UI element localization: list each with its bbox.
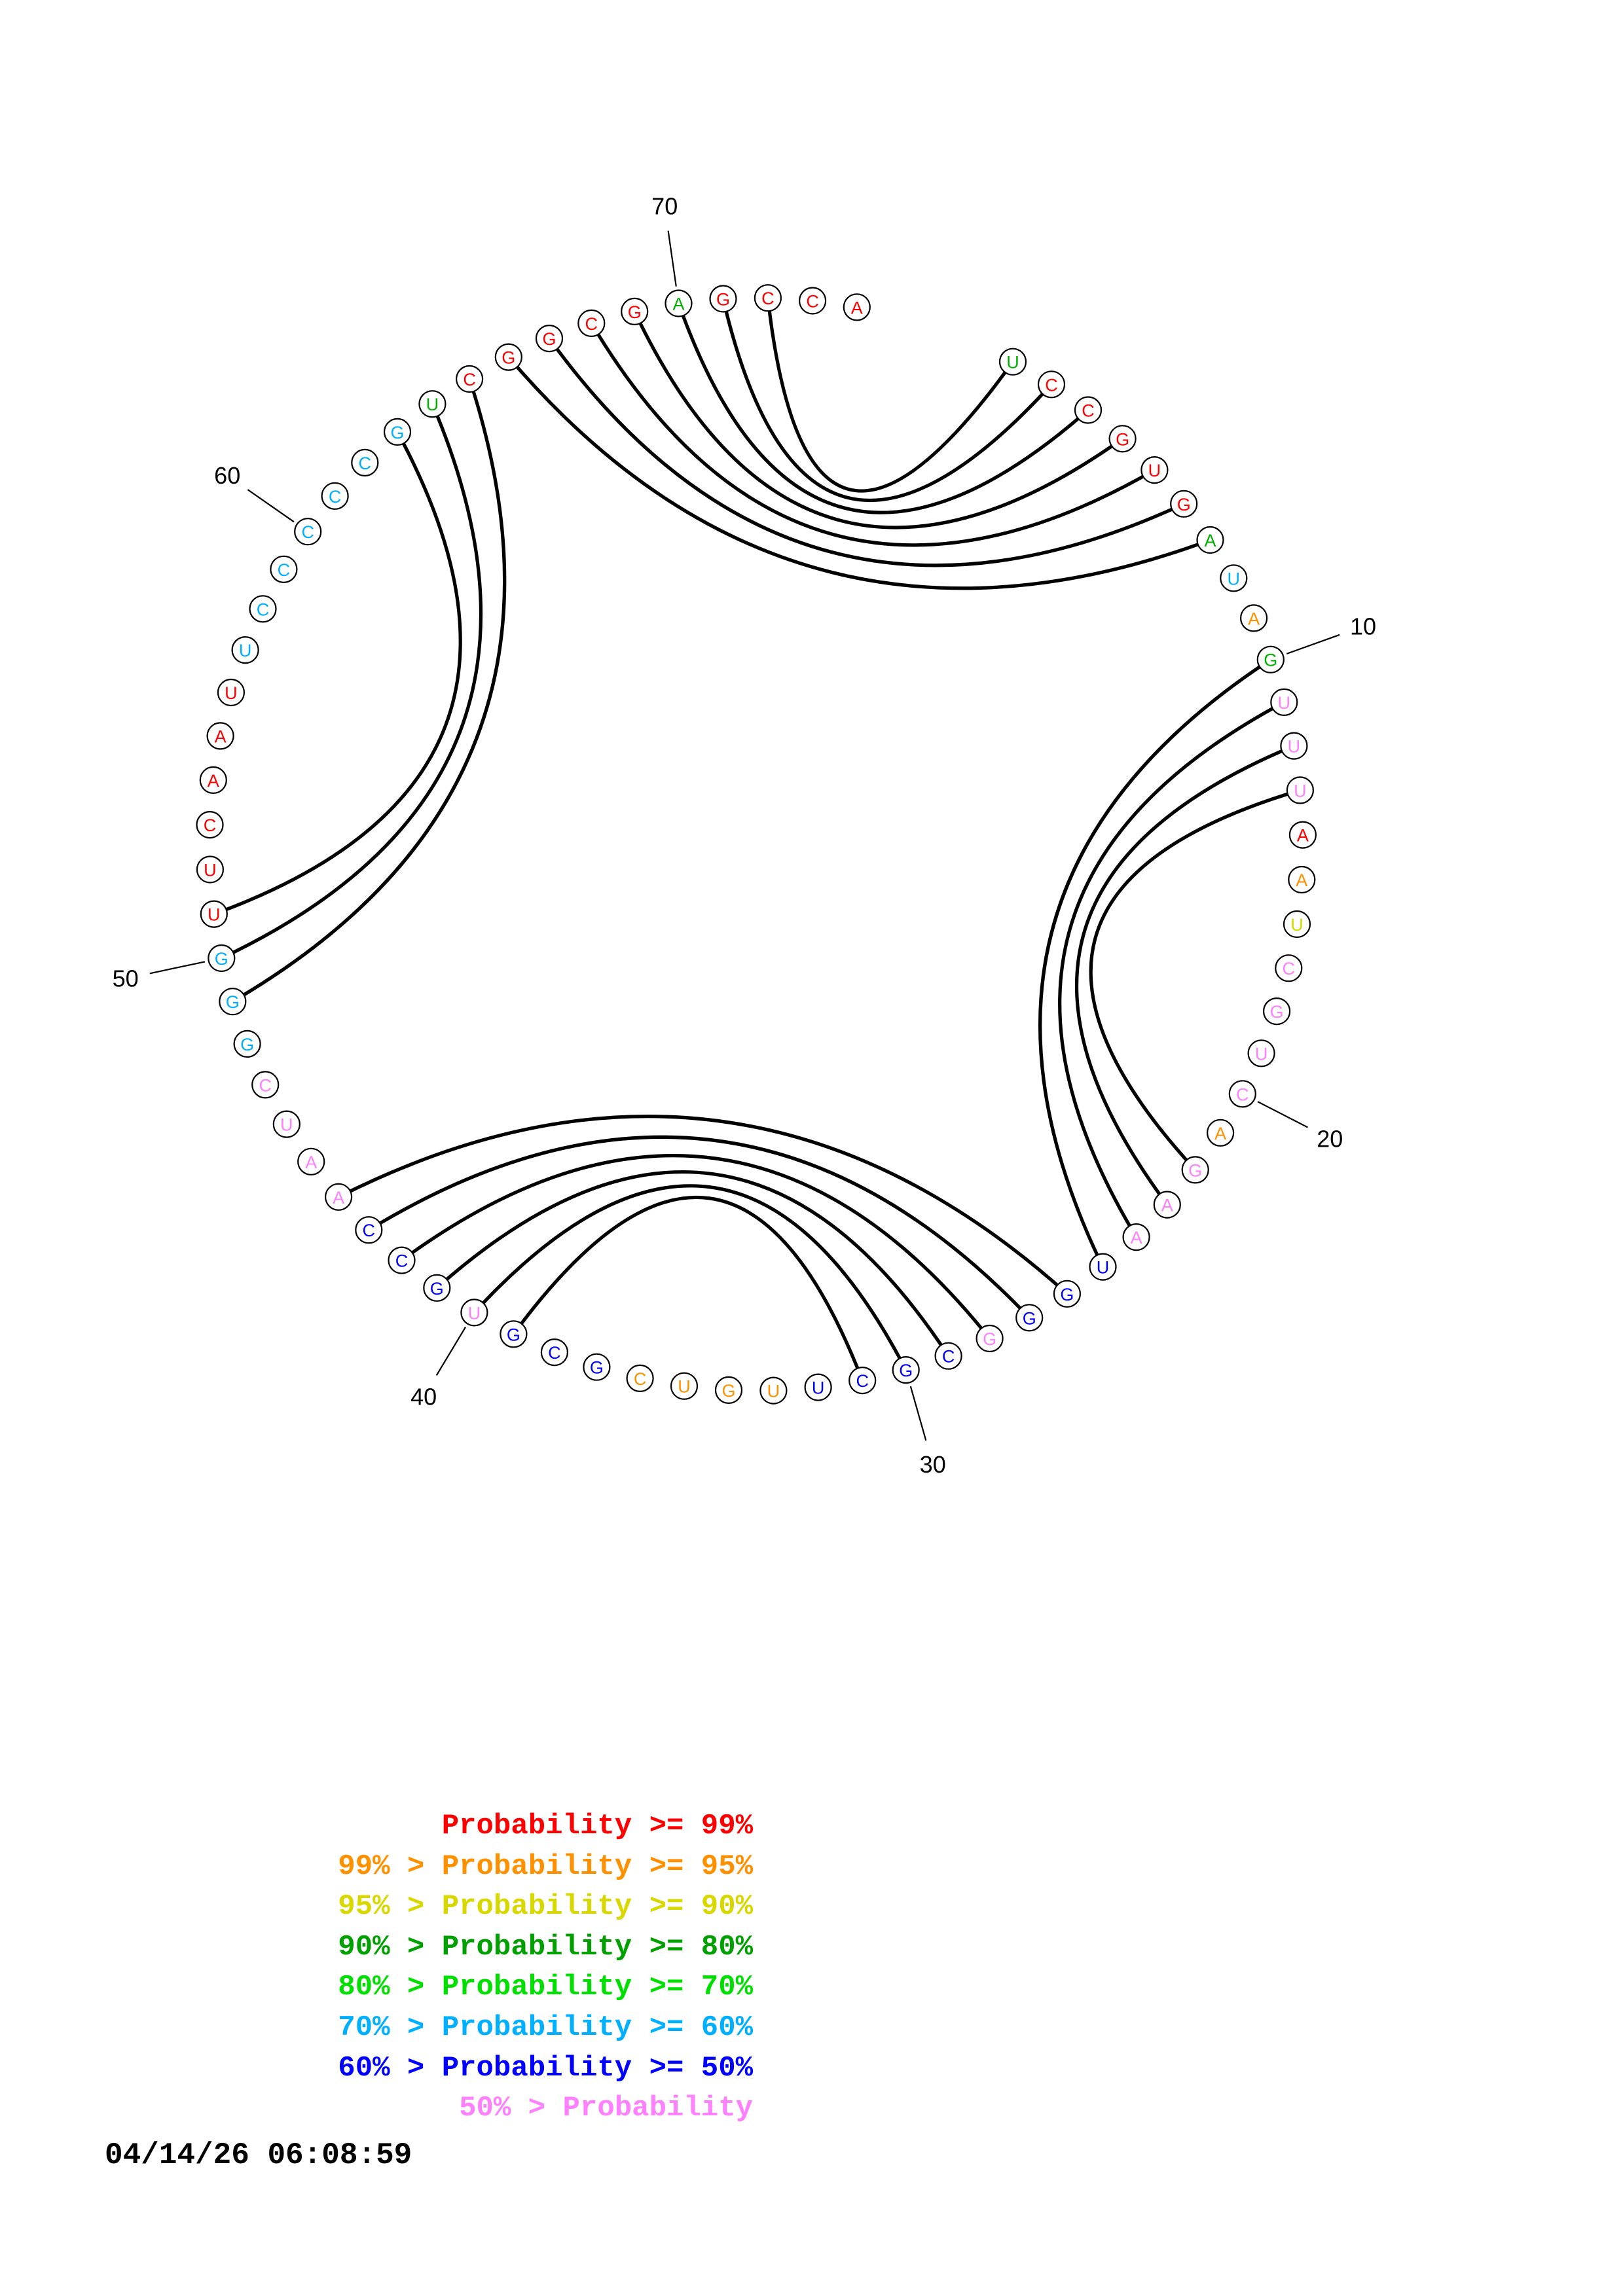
base-node xyxy=(1288,867,1315,893)
base-letter: A xyxy=(1130,1228,1142,1248)
legend-row: 95% > Probability >= 90% xyxy=(338,1890,753,1924)
legend-row: 50% > Probability xyxy=(459,2092,753,2125)
base-node xyxy=(1281,733,1307,759)
base-node xyxy=(583,1354,610,1380)
base-letter: U xyxy=(208,905,221,925)
base-letter: C xyxy=(358,453,372,473)
base-letter: C xyxy=(1045,375,1058,395)
base-node xyxy=(805,1374,831,1401)
base-pair-arc xyxy=(509,357,1211,588)
base-node xyxy=(710,286,737,312)
base-letter: G xyxy=(721,1380,736,1401)
index-label: 60 xyxy=(214,461,241,489)
base-node xyxy=(298,1149,324,1175)
base-node xyxy=(274,1111,300,1138)
base-letter: U xyxy=(426,395,439,415)
base-letter: G xyxy=(214,949,228,969)
base-node xyxy=(295,518,321,545)
legend-row: 90% > Probability >= 80% xyxy=(338,1930,753,1964)
base-letter: U xyxy=(811,1378,825,1398)
base-letter: G xyxy=(542,329,556,350)
base-node xyxy=(1220,565,1247,591)
base-node xyxy=(1241,605,1267,631)
base-node xyxy=(536,325,562,351)
base-letter: C xyxy=(633,1369,647,1389)
base-letter: G xyxy=(899,1361,913,1381)
index-label: 40 xyxy=(410,1383,437,1410)
base-letter: A xyxy=(1214,1123,1227,1143)
base-node xyxy=(936,1343,962,1369)
base-node xyxy=(1207,1120,1233,1146)
base-node xyxy=(322,483,348,509)
base-node xyxy=(1182,1157,1209,1183)
base-letter: C xyxy=(1282,959,1296,979)
base-pair-arc xyxy=(1077,746,1294,1205)
base-letter: G xyxy=(390,422,405,442)
base-node xyxy=(208,945,234,971)
base-letter: A xyxy=(333,1187,345,1208)
base-node xyxy=(419,391,445,417)
base-letter: A xyxy=(305,1152,318,1172)
base-node xyxy=(325,1184,352,1210)
base-letter: C xyxy=(548,1343,561,1363)
base-letter: A xyxy=(672,294,685,314)
base-node xyxy=(252,1071,278,1098)
base-letter: U xyxy=(238,641,252,661)
base-letter: C xyxy=(259,1075,272,1096)
base-pair-arc xyxy=(549,338,1184,565)
index-leader-line xyxy=(1286,635,1340,654)
base-letter: G xyxy=(589,1357,604,1378)
base-node xyxy=(218,679,244,706)
base-node xyxy=(541,1339,568,1365)
base-letter: G xyxy=(1116,429,1130,450)
base-letter: G xyxy=(1264,650,1278,670)
base-letter: C xyxy=(463,370,476,389)
base-node xyxy=(352,450,378,476)
base-letter: C xyxy=(1236,1085,1249,1105)
base-node xyxy=(1016,1304,1042,1331)
base-node xyxy=(270,556,297,583)
base-letter: A xyxy=(207,770,219,791)
base-letter: C xyxy=(761,289,775,309)
base-letter: C xyxy=(395,1251,409,1271)
timestamp-label: 04/14/26 06:08:59 xyxy=(105,2138,412,2172)
base-node xyxy=(201,901,227,927)
base-letter: A xyxy=(1296,870,1308,890)
base-letter: G xyxy=(1176,494,1191,514)
base-node xyxy=(208,723,234,749)
base-node xyxy=(1141,457,1167,483)
base-letter: U xyxy=(1254,1044,1268,1064)
base-node xyxy=(760,1378,786,1404)
base-node xyxy=(1264,998,1290,1024)
base-node xyxy=(1154,1192,1180,1218)
base-letter: A xyxy=(1161,1195,1173,1215)
probability-legend xyxy=(98,1806,884,2172)
base-node xyxy=(1290,822,1316,848)
base-pair-arc xyxy=(1040,660,1271,1267)
base-letter: U xyxy=(1287,736,1301,757)
base-letter: G xyxy=(1269,1002,1284,1022)
base-letter: A xyxy=(1248,609,1260,629)
index-leader-line xyxy=(668,231,676,287)
legend-row: Probability >= 99% xyxy=(441,1810,753,1842)
base-letter: C xyxy=(1082,401,1095,421)
base-letter: U xyxy=(678,1376,691,1397)
base-node xyxy=(250,596,276,622)
base-letter: G xyxy=(1022,1308,1036,1329)
base-node xyxy=(666,291,692,317)
base-letter: U xyxy=(1277,692,1291,713)
base-node xyxy=(456,366,483,392)
base-node xyxy=(232,637,259,663)
base-letter: C xyxy=(856,1371,869,1391)
base-node xyxy=(1287,777,1313,803)
base-node xyxy=(500,1321,526,1347)
base-pair-arc xyxy=(338,1117,1067,1294)
base-node xyxy=(716,1377,742,1403)
base-node xyxy=(1000,349,1026,375)
index-label: 70 xyxy=(651,192,678,220)
index-label: 10 xyxy=(1349,613,1377,640)
base-letter: C xyxy=(941,1346,955,1367)
base-letter: C xyxy=(277,560,291,580)
index-label: 30 xyxy=(919,1450,946,1478)
base-letter: U xyxy=(1290,915,1304,935)
base-node xyxy=(799,288,826,314)
base-node xyxy=(461,1299,487,1325)
base-letter: G xyxy=(240,1034,255,1054)
base-node xyxy=(1197,527,1224,553)
legend-row: 99% > Probability >= 95% xyxy=(338,1850,753,1883)
base-letter: U xyxy=(467,1303,481,1323)
base-node xyxy=(384,419,410,445)
legend-row: 70% > Probability >= 60% xyxy=(338,2011,753,2044)
base-node xyxy=(197,857,223,883)
base-letter: A xyxy=(214,726,227,747)
base-letter: C xyxy=(301,522,314,543)
base-pair-arc xyxy=(369,1137,1029,1318)
base-node xyxy=(200,767,227,793)
base-node xyxy=(1249,1040,1275,1066)
base-node xyxy=(197,812,223,838)
base-node xyxy=(1038,371,1065,397)
base-letter: A xyxy=(850,298,863,318)
base-letter: G xyxy=(1060,1284,1074,1304)
base-node xyxy=(621,298,647,325)
base-pair-arc xyxy=(1091,790,1300,1170)
index-leader-line xyxy=(247,490,294,522)
base-letter: U xyxy=(1148,461,1161,481)
base-node xyxy=(755,285,781,311)
base-node xyxy=(1090,1254,1116,1280)
base-letter: G xyxy=(225,992,240,1013)
base-letter: A xyxy=(1204,531,1216,550)
index-label: 20 xyxy=(1317,1125,1343,1153)
base-node xyxy=(219,988,246,1014)
base-letter: C xyxy=(256,600,270,620)
base-node xyxy=(1275,955,1302,981)
index-label: 50 xyxy=(112,965,139,992)
base-letter: C xyxy=(203,816,217,836)
base-pair-arc xyxy=(221,404,481,958)
base-node xyxy=(1284,911,1310,937)
base-node xyxy=(389,1247,415,1274)
base-node xyxy=(893,1357,919,1383)
base-node xyxy=(1271,689,1297,715)
base-node xyxy=(627,1365,653,1391)
base-letter: U xyxy=(767,1381,780,1401)
base-node xyxy=(496,344,522,370)
base-node xyxy=(671,1373,697,1399)
base-letter: A xyxy=(1296,825,1309,846)
index-leader-line xyxy=(150,961,205,973)
base-node xyxy=(1110,425,1136,452)
base-node xyxy=(356,1217,382,1243)
index-leaders xyxy=(150,231,1340,1441)
base-pair-arc xyxy=(768,298,1013,491)
base-letter: G xyxy=(506,1325,520,1345)
base-letter: U xyxy=(1227,569,1241,589)
base-pair-arc xyxy=(1060,702,1285,1237)
legend-row: 80% > Probability >= 70% xyxy=(338,1971,753,2004)
base-node xyxy=(1230,1081,1256,1107)
index-leader-line xyxy=(911,1386,926,1441)
base-node xyxy=(578,310,604,336)
base-letter: G xyxy=(716,289,731,310)
base-node xyxy=(844,294,870,320)
index-leader-line xyxy=(1258,1102,1308,1127)
base-letter: C xyxy=(362,1221,376,1241)
base-letter: U xyxy=(280,1115,293,1135)
base-letter: U xyxy=(1294,781,1307,801)
index-leader-line xyxy=(437,1327,465,1376)
base-letter: U xyxy=(204,860,217,880)
base-nodes xyxy=(197,285,1316,1403)
base-letter: C xyxy=(328,486,342,507)
base-node xyxy=(1075,397,1101,423)
base-node xyxy=(234,1031,261,1057)
base-letter: G xyxy=(429,1278,444,1299)
base-node xyxy=(1258,647,1284,673)
legend-row: 60% > Probability >= 50% xyxy=(338,2051,753,2085)
base-node xyxy=(424,1275,450,1301)
base-letter: G xyxy=(983,1329,997,1349)
base-node xyxy=(1123,1224,1150,1250)
base-letter: C xyxy=(585,314,598,334)
base-node xyxy=(977,1325,1003,1352)
base-node xyxy=(1171,491,1197,517)
base-letter: U xyxy=(1096,1257,1110,1278)
legend-rows xyxy=(98,1806,884,2129)
base-letter: U xyxy=(1006,352,1019,372)
base-node xyxy=(1054,1281,1080,1307)
base-letter: G xyxy=(501,348,516,368)
base-letter: G xyxy=(1188,1160,1203,1181)
base-node xyxy=(849,1367,875,1393)
base-letter: U xyxy=(225,683,238,703)
base-letter: G xyxy=(627,302,642,322)
base-letter: C xyxy=(806,291,819,312)
